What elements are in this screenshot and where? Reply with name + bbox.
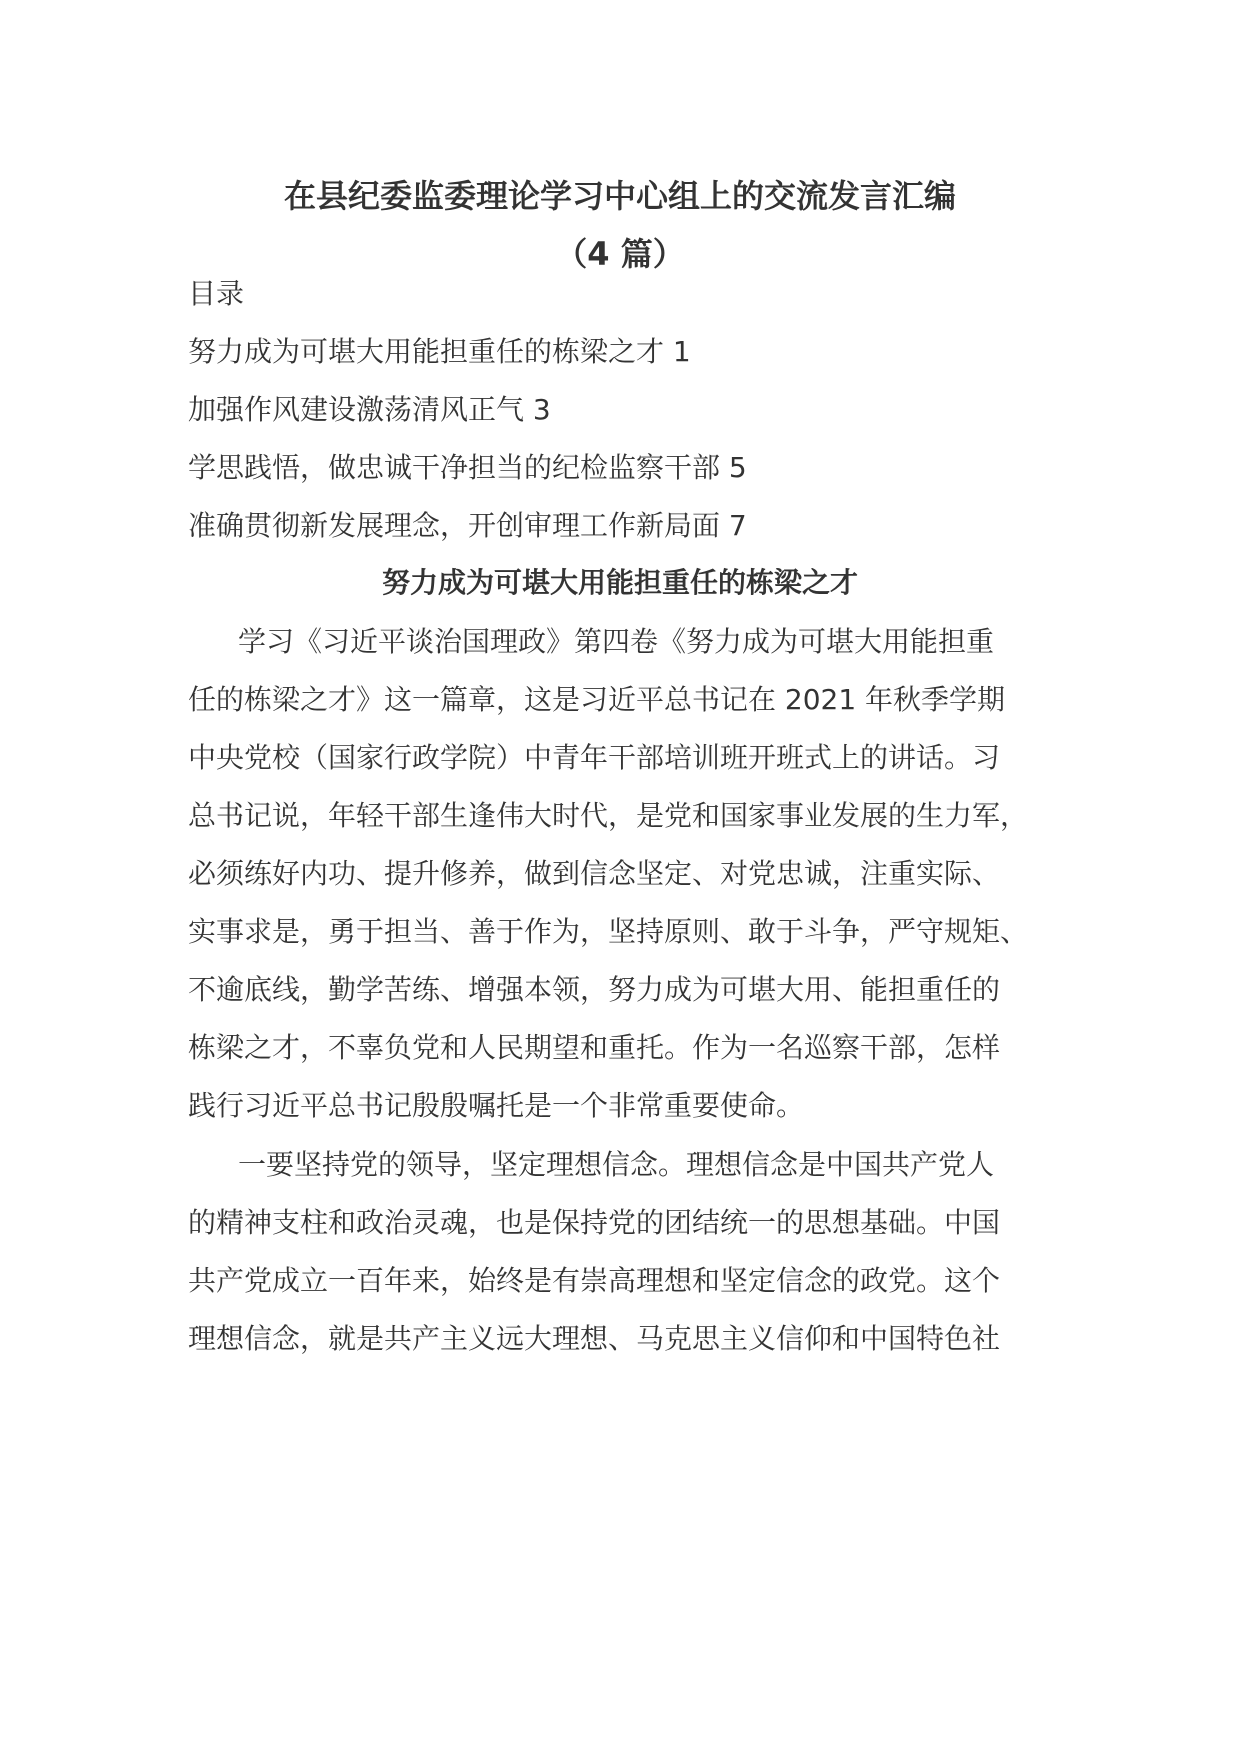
body-paragraph-line: 学习《习近平谈治国理政》第四卷《努力成为可堪大用能担重 xyxy=(238,625,995,658)
body-paragraph-line: 共产党成立一百年来，始终是有崇高理想和坚定信念的政党。这个 xyxy=(188,1264,1001,1297)
body-paragraph-line: 实事求是，勇于担当、善于作为，坚持原则、敢于斗争，严守规矩、 xyxy=(188,915,1029,948)
section-title: 努力成为可堪大用能担重任的栋梁之才 xyxy=(381,566,858,599)
body-paragraph-line: 践行习近平总书记殷殷嘱托是一个非常重要使命。 xyxy=(188,1089,805,1122)
body-paragraph-line: 理想信念，就是共产主义远大理想、马克思主义信仰和中国特色社 xyxy=(188,1322,1001,1355)
body-paragraph-line: 的精神支柱和政治灵魂，也是保持党的团结统一的思想基础。中国 xyxy=(188,1206,1001,1239)
toc-item: 加强作风建设激荡清风正气 3 xyxy=(188,393,551,426)
body-paragraph-line: 栋梁之才，不辜负党和人民期望和重托。作为一名巡察干部，怎样 xyxy=(188,1031,1001,1064)
body-paragraph-line: 任的栋梁之才》这一篇章，这是习近平总书记在 2021 年秋季学期 xyxy=(188,683,1006,716)
document-title: 在县纪委监委理论学习中心组上的交流发言汇编 xyxy=(283,177,956,215)
body-paragraph-line: 总书记说，年轻干部生逢伟大时代，是党和国家事业发展的生力军， xyxy=(188,799,1029,832)
toc-heading: 目录 xyxy=(188,277,245,310)
body-paragraph-line: 中央党校（国家行政学院）中青年干部培训班开班式上的讲话。习 xyxy=(188,741,1001,774)
toc-item: 学思践悟，做忠诚干净担当的纪检监察干部 5 xyxy=(188,451,747,484)
toc-item: 努力成为可堪大用能担重任的栋梁之才 1 xyxy=(188,335,691,368)
body-paragraph-line: 不逾底线，勤学苦练、增强本领，努力成为可堪大用、能担重任的 xyxy=(188,973,1001,1006)
document-subtitle: （4 篇） xyxy=(555,235,685,273)
body-paragraph-line: 一要坚持党的领导，坚定理想信念。理想信念是中国共产党人 xyxy=(238,1148,995,1181)
toc-item: 准确贯彻新发展理念，开创审理工作新局面 7 xyxy=(188,509,747,542)
body-paragraph-line: 必须练好内功、提升修养，做到信念坚定、对党忠诚，注重实际、 xyxy=(188,857,1001,890)
